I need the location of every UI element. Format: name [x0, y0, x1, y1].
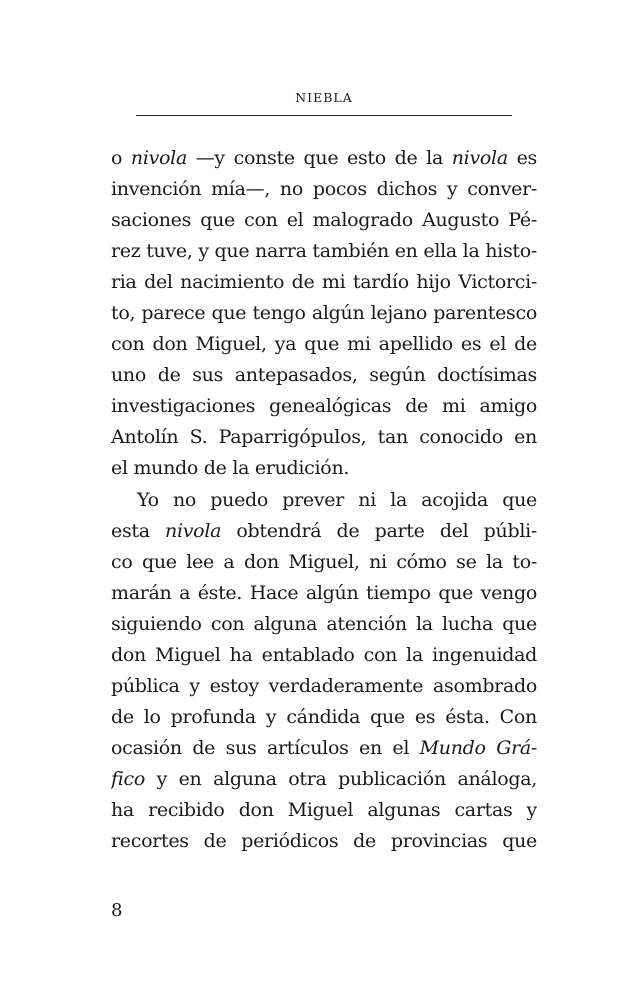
text-line	[111, 547, 537, 578]
text-run: uno de sus antepasados, según doctísimas	[111, 364, 537, 387]
text-run: co que lee a don Miguel, ni cómo se la to-	[111, 550, 537, 573]
text-line	[111, 640, 537, 671]
text-line	[111, 236, 537, 267]
text-line	[111, 391, 537, 422]
page-number: 8	[111, 900, 123, 921]
text-line	[111, 267, 537, 298]
text-run: siguiendo con alguna atención la lucha que	[111, 612, 537, 635]
text-run: rez tuve, y que narra también en ella la histo-	[111, 240, 537, 263]
text-run: pública y estoy verdaderamente asombrado	[111, 674, 537, 697]
text-run: marán a éste. Hace algún tiempo que vengo	[111, 581, 537, 604]
text-run: de lo profunda y cándida que es ésta. Con	[111, 705, 537, 728]
text-run: saciones que con el malogrado Augusto Pé-	[111, 209, 537, 232]
text-line	[111, 826, 537, 857]
text-line	[111, 329, 537, 360]
italic-text: nivola	[165, 519, 222, 542]
text-run: es	[507, 147, 537, 169]
text-run: ocasión de sus artículos en el	[111, 736, 420, 759]
text-run: —y conste que esto de la	[186, 147, 452, 169]
running-header: NIEBLA	[295, 90, 353, 105]
text-line	[111, 422, 537, 453]
text-line	[111, 795, 537, 826]
text-line	[111, 360, 537, 391]
text-run: con don Miguel, ya que mi apellido es el de	[111, 333, 537, 356]
text-line	[111, 174, 537, 205]
italic-text: Mundo Grá-	[419, 736, 537, 759]
text-line	[111, 764, 537, 795]
text-run: obtendrá de parte del públi-	[221, 519, 537, 542]
text-run: el mundo de la erudición.	[111, 457, 350, 480]
italic-text: nivola	[451, 147, 508, 169]
italic-text: nivola	[130, 147, 187, 169]
text-run: y en alguna otra publicación análoga,	[145, 767, 537, 790]
text-run: to, parece que tengo algún lejano parentesco	[111, 302, 537, 325]
text-line	[111, 516, 537, 547]
text-run: recortes de periódicos de provincias que	[111, 830, 537, 853]
text-run: ria del nacimiento de mi tardío hijo Victorci-	[111, 271, 537, 294]
text-run: Yo no puedo prever ni la acojida que	[137, 488, 537, 511]
text-line	[111, 578, 537, 609]
text-line	[111, 143, 537, 174]
text-run: invención mía—, no pocos dichos y conver-	[111, 178, 537, 201]
text-run: ha recibido don Miguel algunas cartas y	[111, 798, 537, 821]
text-line	[111, 671, 537, 702]
text-line	[111, 485, 537, 516]
text-run: o	[111, 147, 131, 169]
text-line	[111, 609, 537, 640]
italic-text: fico	[111, 767, 145, 790]
text-line	[111, 453, 537, 484]
text-line	[111, 733, 537, 764]
text-run: esta	[111, 519, 166, 542]
header-rule	[136, 115, 512, 116]
body-text	[111, 143, 537, 857]
text-run: investigaciones genealógicas de mi amigo	[111, 395, 537, 418]
text-run: Antolín S. Paparrigópulos, tan conocido en	[111, 426, 537, 449]
text-line	[111, 702, 537, 733]
text-line	[111, 205, 537, 236]
text-run: don Miguel ha entablado con la ingenuidad	[111, 643, 537, 666]
text-line	[111, 298, 537, 329]
